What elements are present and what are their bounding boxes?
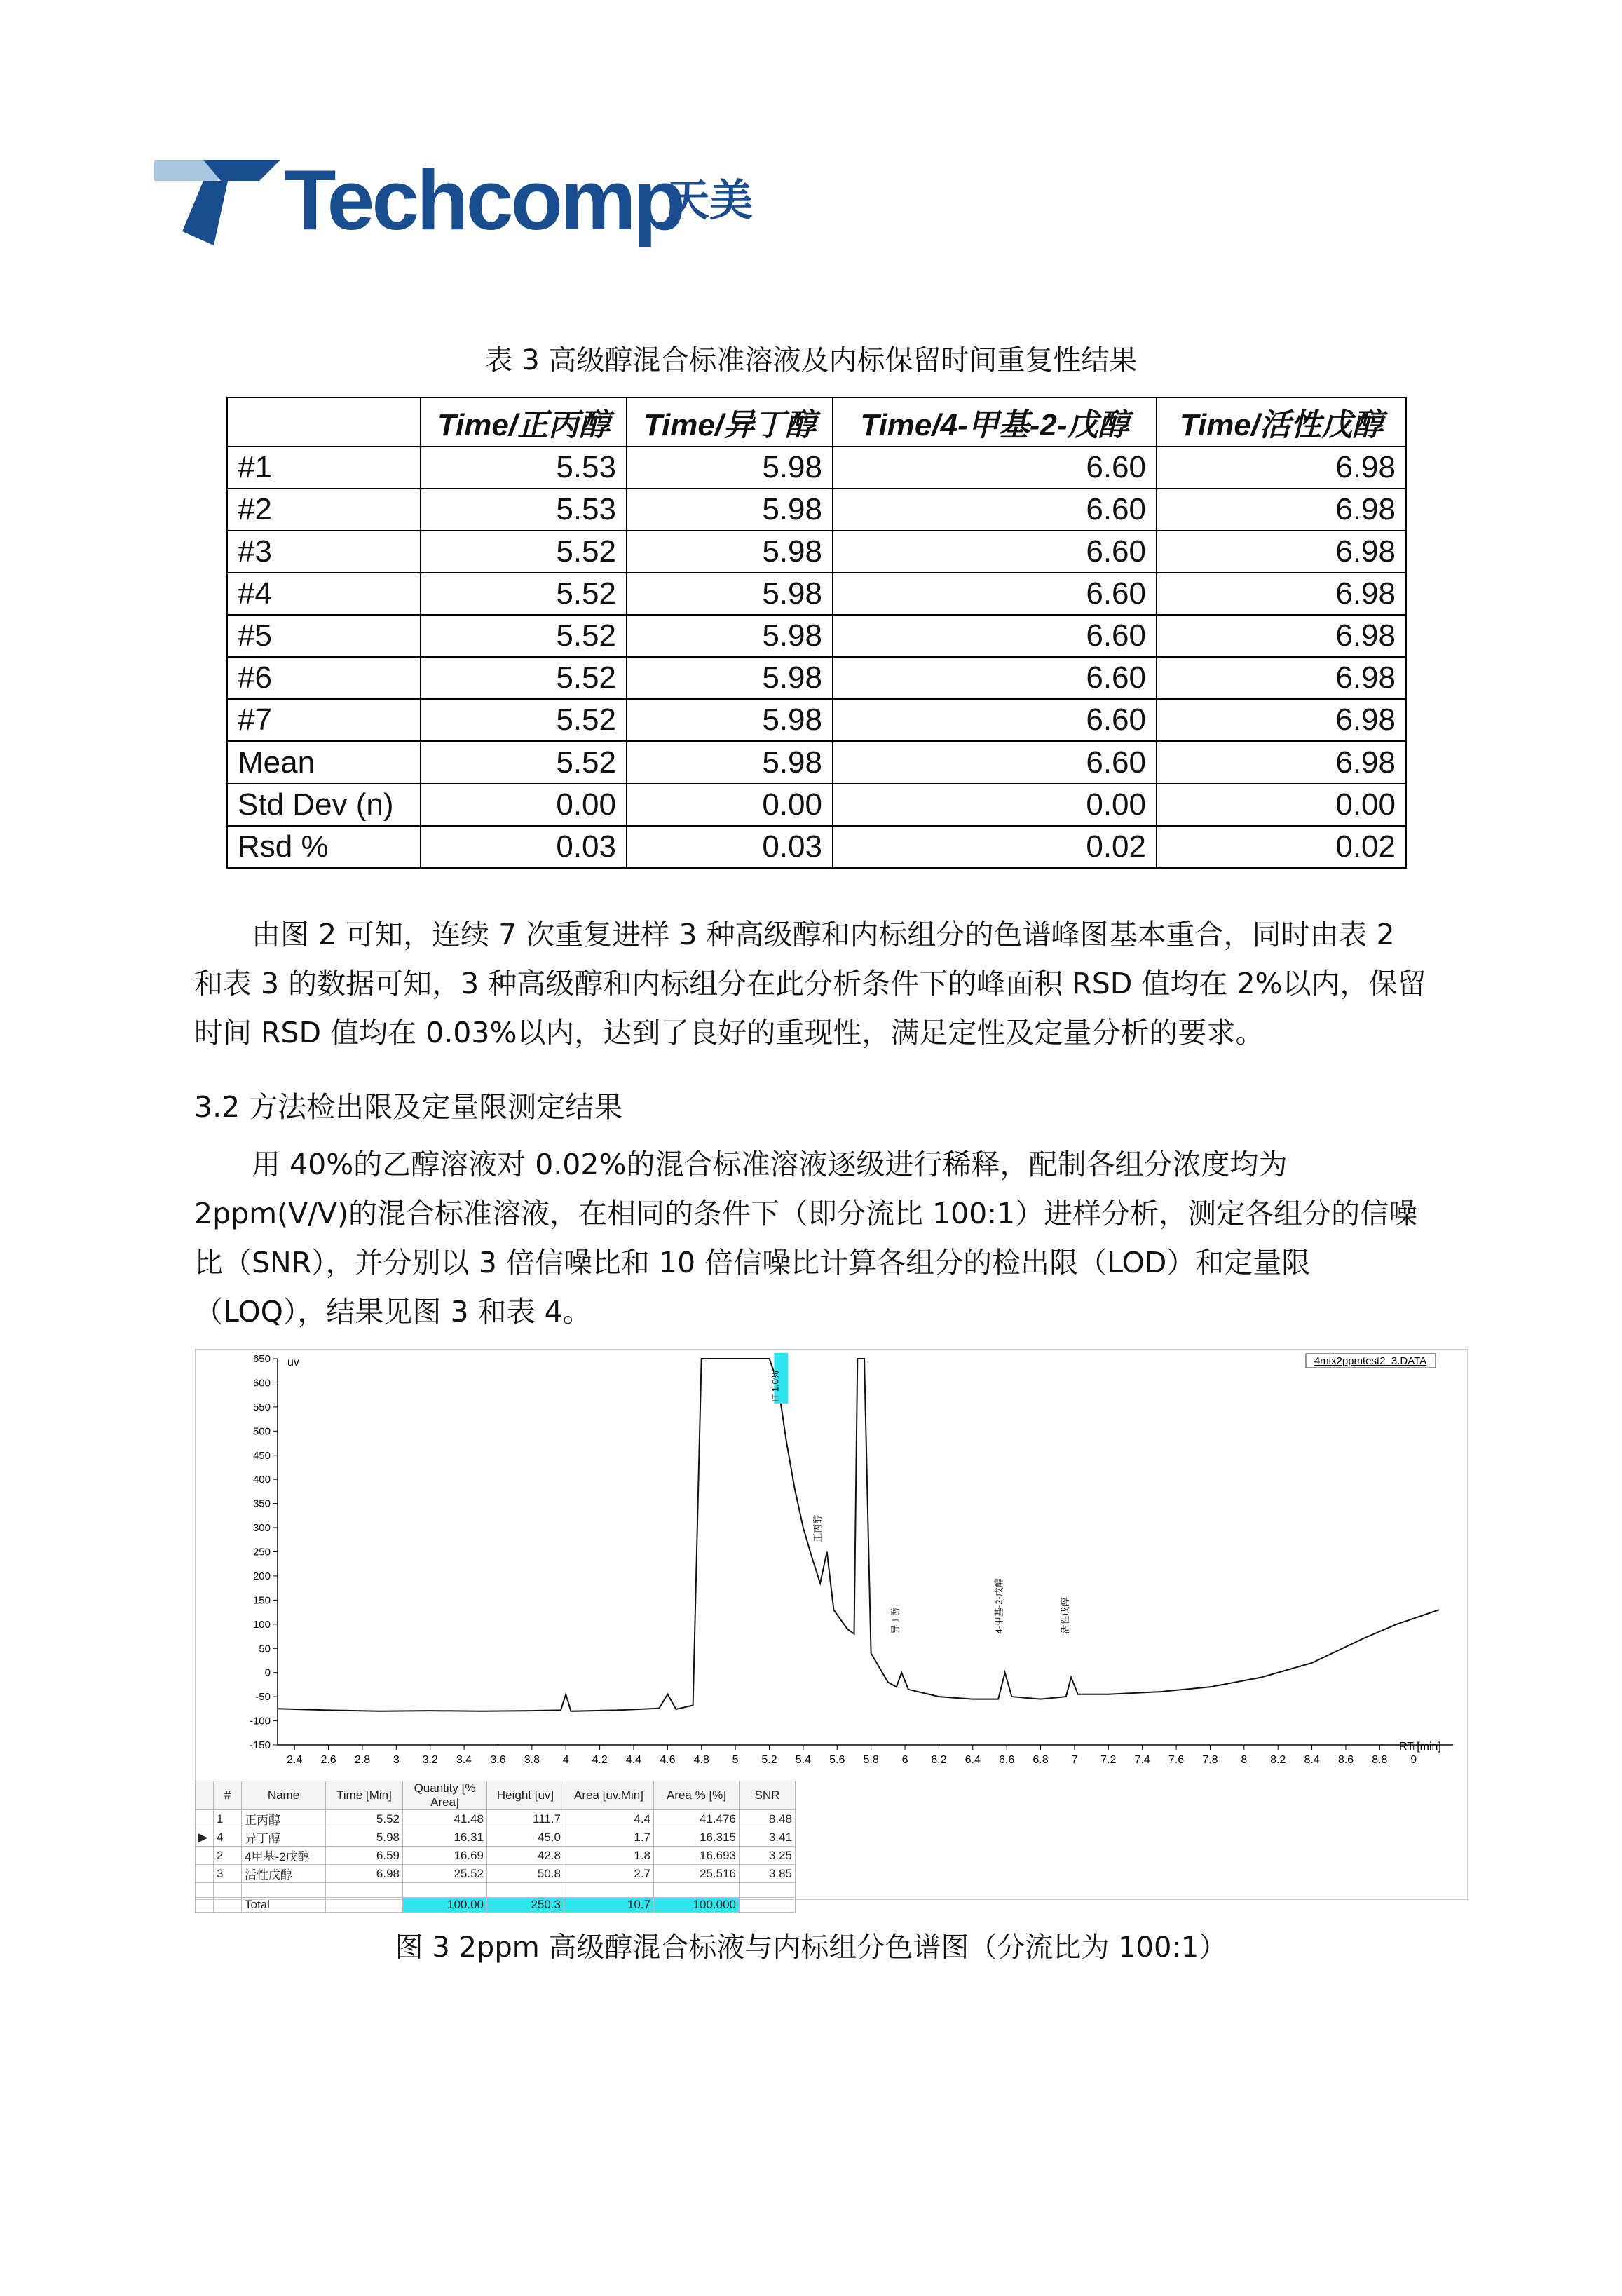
x-tick-label: 8	[1241, 1754, 1248, 1766]
value-cell: 6.60	[833, 531, 1157, 573]
row-marker	[196, 1865, 214, 1883]
header-cell: Time/异丁醇	[627, 398, 833, 447]
value-cell: 5.98	[627, 531, 833, 573]
x-tick-label: 7.6	[1168, 1754, 1185, 1766]
results-cell: 3	[214, 1865, 242, 1883]
row-label-cell: #5	[227, 615, 421, 657]
x-tick-label: 4.8	[693, 1754, 709, 1766]
results-cell: 异丁醇	[242, 1828, 326, 1847]
value-cell: 5.52	[421, 531, 627, 573]
y-tick-label: 100	[252, 1618, 271, 1631]
row-marker	[196, 1847, 214, 1865]
value-cell: 5.52	[421, 699, 627, 742]
empty-cell	[654, 1883, 740, 1898]
value-cell: 5.98	[627, 699, 833, 742]
row-label-cell: Rsd %	[227, 826, 421, 868]
value-cell: 6.98	[1157, 531, 1406, 573]
results-row[interactable]	[196, 1847, 796, 1865]
x-tick-label: 4	[562, 1754, 569, 1766]
x-tick-label: 5.2	[761, 1754, 777, 1766]
peak-label: IT 1.0%	[770, 1371, 781, 1402]
value-cell: 0.02	[833, 826, 1157, 868]
header-cell: Time/4-甲基-2-戊醇	[833, 398, 1157, 447]
results-header-cell: Height [uv]	[487, 1781, 564, 1810]
results-cell: 16.69	[403, 1847, 487, 1865]
table-header-row	[227, 398, 1406, 447]
value-cell: 5.98	[627, 742, 833, 784]
value-cell: 6.60	[833, 573, 1157, 615]
y-tick-label: -50	[255, 1691, 271, 1704]
y-tick-label: 250	[252, 1546, 271, 1558]
results-cell: 250.3	[487, 1898, 564, 1913]
results-cell	[214, 1898, 242, 1913]
table-row	[227, 615, 1406, 657]
empty-cell	[740, 1883, 796, 1898]
x-tick-label: 2.8	[354, 1754, 371, 1766]
y-tick-label: 150	[252, 1594, 271, 1607]
empty-cell	[214, 1883, 242, 1898]
table-row	[227, 447, 1406, 489]
results-cell: 16.693	[654, 1847, 740, 1865]
y-tick-label: 350	[252, 1497, 271, 1510]
row-label-cell: #3	[227, 531, 421, 573]
x-tick-label: 8.2	[1270, 1754, 1286, 1766]
table-row	[227, 784, 1406, 826]
results-cell	[740, 1898, 796, 1913]
peak-label: 4-甲基-2-戊醇	[993, 1578, 1004, 1634]
y-tick-label: -100	[249, 1715, 271, 1727]
results-cell: 3.25	[740, 1847, 796, 1865]
results-header-cell: Time [Min]	[326, 1781, 403, 1810]
results-cell: 42.8	[487, 1847, 564, 1865]
value-cell: 6.60	[833, 489, 1157, 531]
value-cell: 0.00	[421, 784, 627, 826]
results-cell: 4.4	[564, 1810, 654, 1828]
x-tick-label: 5.6	[829, 1754, 845, 1766]
value-cell: 6.98	[1157, 615, 1406, 657]
results-cell: 25.516	[654, 1865, 740, 1883]
value-cell: 0.02	[1157, 826, 1406, 868]
value-cell: 0.03	[627, 826, 833, 868]
value-cell: 5.52	[421, 657, 627, 699]
empty-cell	[403, 1883, 487, 1898]
results-cell: 6.59	[326, 1847, 403, 1865]
x-axis-label: RT [min]	[1399, 1741, 1441, 1753]
value-cell: 6.98	[1157, 657, 1406, 699]
y-tick-label: -150	[249, 1739, 271, 1751]
empty-cell	[326, 1883, 403, 1898]
results-cell: 3.41	[740, 1828, 796, 1847]
empty-cell	[564, 1883, 654, 1898]
results-cell: 10.7	[564, 1898, 654, 1913]
file-label: 4mix2ppmtest2_3.DATA	[1314, 1355, 1427, 1367]
results-cell: 8.48	[740, 1810, 796, 1828]
value-cell: 6.60	[833, 657, 1157, 699]
table-row	[227, 573, 1406, 615]
results-cell: 4甲基-2戊醇	[242, 1847, 326, 1865]
peak-results-table	[195, 1781, 796, 1913]
x-tick-label: 6.8	[1033, 1754, 1049, 1766]
row-marker-header	[196, 1781, 214, 1810]
value-cell: 6.60	[833, 699, 1157, 742]
results-cell: 4	[214, 1828, 242, 1847]
results-cell: 3.85	[740, 1865, 796, 1883]
row-marker: ▶	[196, 1828, 214, 1847]
y-tick-label: 0	[264, 1666, 271, 1679]
y-tick-label: 500	[252, 1425, 271, 1438]
results-cell: 100.000	[654, 1898, 740, 1913]
figure3-caption: 图 3 2ppm 高级醇混合标液与内标组分色谱图（分流比为 100:1）	[395, 1931, 1227, 1964]
x-tick-label: 7.2	[1100, 1754, 1117, 1766]
value-cell: 5.98	[627, 615, 833, 657]
x-tick-label: 3.2	[422, 1754, 438, 1766]
table-row	[227, 657, 1406, 699]
results-cell: 1.8	[564, 1847, 654, 1865]
x-tick-label: 6.6	[999, 1754, 1015, 1766]
results-cell: 41.48	[403, 1810, 487, 1828]
value-cell: 0.00	[833, 784, 1157, 826]
x-tick-label: 4.2	[592, 1754, 608, 1766]
results-header-cell: Quantity [% Area]	[403, 1781, 487, 1810]
header-cell: Time/正丙醇	[421, 398, 627, 447]
results-cell: 6.98	[326, 1865, 403, 1883]
value-cell: 6.98	[1157, 742, 1406, 784]
y-tick-label: 400	[252, 1474, 271, 1486]
x-tick-label: 5	[732, 1754, 739, 1766]
x-tick-label: 8.8	[1372, 1754, 1388, 1766]
value-cell: 0.00	[627, 784, 833, 826]
results-cell: 45.0	[487, 1828, 564, 1847]
results-total-row[interactable]	[196, 1898, 796, 1913]
peak-label: 正丙醇	[812, 1514, 823, 1542]
x-tick-label: 6.4	[965, 1754, 981, 1766]
results-cell: 25.52	[403, 1865, 487, 1883]
y-tick-label: 650	[252, 1353, 271, 1365]
x-tick-label: 2.4	[287, 1754, 303, 1766]
x-tick-label: 7.4	[1134, 1754, 1150, 1766]
x-tick-label: 6	[901, 1754, 908, 1766]
y-tick-label: 50	[259, 1643, 271, 1655]
value-cell: 5.52	[421, 742, 627, 784]
row-marker	[196, 1898, 214, 1913]
paragraph-repeatability: 由图 2 可知，连续 7 次重复进样 3 种高级醇和内标组分的色谱峰图基本重合，同时由表 2 和表 3 的数据可知，3 种高级醇和内标组分在此分析条件下的峰面积 RSD 值均在 2%以内，保留时间 RSD 值均在 0.03%以内，达到了良好的重现性，满足定性及定量分析的要求。	[194, 918, 1426, 1049]
value-cell: 6.98	[1157, 447, 1406, 489]
row-label-cell: #6	[227, 657, 421, 699]
value-cell: 5.98	[627, 489, 833, 531]
section-heading-3-2: 3.2 方法检出限及定量限测定结果	[194, 1090, 623, 1124]
value-cell: 6.60	[833, 447, 1157, 489]
results-cell: Total	[242, 1898, 326, 1913]
value-cell: 5.98	[627, 573, 833, 615]
results-cell: 100.00	[403, 1898, 487, 1913]
y-tick-label: 550	[252, 1401, 271, 1413]
results-cell: 活性戊醇	[242, 1865, 326, 1883]
y-tick-label: 200	[252, 1570, 271, 1582]
table-row	[227, 742, 1406, 784]
results-spacer-row	[196, 1883, 796, 1898]
value-cell: 6.98	[1157, 699, 1406, 742]
results-cell: 5.52	[326, 1810, 403, 1828]
value-cell: 6.98	[1157, 489, 1406, 531]
x-tick-label: 4.4	[625, 1754, 642, 1766]
results-cell: 16.31	[403, 1828, 487, 1847]
x-tick-label: 5.4	[795, 1754, 812, 1766]
techcomp-logo-icon	[154, 154, 280, 245]
x-tick-label: 9	[1410, 1754, 1417, 1766]
results-row[interactable]	[196, 1810, 796, 1828]
results-row[interactable]	[196, 1865, 796, 1883]
x-tick-label: 6.2	[931, 1754, 947, 1766]
results-cell: 50.8	[487, 1865, 564, 1883]
x-tick-label: 8.6	[1337, 1754, 1354, 1766]
row-label-cell: Std Dev (n)	[227, 784, 421, 826]
results-header-cell: SNR	[740, 1781, 796, 1810]
value-cell: 0.00	[1157, 784, 1406, 826]
y-tick-label: 600	[252, 1377, 271, 1390]
company-logo	[154, 147, 785, 252]
row-marker	[196, 1810, 214, 1828]
value-cell: 0.03	[421, 826, 627, 868]
header-cell	[227, 398, 421, 447]
x-tick-label: 3.8	[524, 1754, 540, 1766]
empty-cell	[196, 1883, 214, 1898]
retention-time-table	[226, 397, 1407, 869]
value-cell: 5.53	[421, 489, 627, 531]
results-header-row	[196, 1781, 796, 1810]
empty-cell	[242, 1883, 326, 1898]
x-tick-label: 3.6	[490, 1754, 506, 1766]
value-cell: 5.52	[421, 573, 627, 615]
results-cell: 41.476	[654, 1810, 740, 1828]
value-cell: 5.53	[421, 447, 627, 489]
results-cell: 2.7	[564, 1865, 654, 1883]
table-row	[227, 699, 1406, 742]
row-label-cell: Mean	[227, 742, 421, 784]
results-cell	[326, 1898, 403, 1913]
x-tick-label: 3	[393, 1754, 400, 1766]
logo-cn-text: 天美	[666, 175, 754, 226]
x-tick-label: 8.4	[1304, 1754, 1320, 1766]
results-header-cell: #	[214, 1781, 242, 1810]
x-tick-label: 7.8	[1202, 1754, 1218, 1766]
row-label-cell: #1	[227, 447, 421, 489]
results-header-cell: Area [uv.Min]	[564, 1781, 654, 1810]
table-row	[227, 826, 1406, 868]
header-cell: Time/活性戊醇	[1157, 398, 1406, 447]
results-cell: 2	[214, 1847, 242, 1865]
value-cell: 5.98	[627, 447, 833, 489]
row-label-cell: #2	[227, 489, 421, 531]
value-cell: 6.98	[1157, 573, 1406, 615]
peak-label: 活性戊醇	[1060, 1597, 1071, 1634]
table3-caption: 表 3 高级醇混合标准溶液及内标保留时间重复性结果	[484, 344, 1138, 376]
x-tick-label: 7	[1071, 1754, 1078, 1766]
y-axis-label: uv	[287, 1357, 299, 1368]
row-label-cell: #4	[227, 573, 421, 615]
results-header-cell: Area % [%]	[654, 1781, 740, 1810]
y-tick-label: 300	[252, 1522, 271, 1535]
results-cell: 1.7	[564, 1828, 654, 1847]
x-tick-label: 3.4	[456, 1754, 472, 1766]
peak-label: 异丁醇	[890, 1606, 901, 1634]
empty-cell	[487, 1883, 564, 1898]
results-cell: 111.7	[487, 1810, 564, 1828]
value-cell: 6.60	[833, 615, 1157, 657]
row-label-cell: #7	[227, 699, 421, 742]
value-cell: 5.98	[627, 657, 833, 699]
results-cell: 1	[214, 1810, 242, 1828]
value-cell: 6.60	[833, 742, 1157, 784]
results-row[interactable]	[196, 1828, 796, 1847]
results-cell: 5.98	[326, 1828, 403, 1847]
paragraph-lod-loq: 用 40%的乙醇溶液对 0.02%的混合标准溶液逐级进行稀释，配制各组分浓度均为 2ppm(V/V)的混合标准溶液，在相同的条件下（即分流比 100:1）进样分析，测定各组分的信噪比（SNR），并分别以 3 倍信噪比和 10 倍信噪比计算各组分的检出限（LOD）和定量限（LOQ），结果见图 3 和表 4。	[194, 1148, 1418, 1329]
table-row	[227, 489, 1406, 531]
results-header-cell: Name	[242, 1781, 326, 1810]
x-tick-label: 4.6	[660, 1754, 676, 1766]
logo-wordmark: Techcomp	[284, 152, 683, 247]
y-tick-label: 450	[252, 1449, 271, 1462]
results-cell: 16.315	[654, 1828, 740, 1847]
x-tick-label: 5.8	[863, 1754, 879, 1766]
x-tick-label: 2.6	[320, 1754, 336, 1766]
results-cell: 正丙醇	[242, 1810, 326, 1828]
table-row	[227, 531, 1406, 573]
value-cell: 5.52	[421, 615, 627, 657]
